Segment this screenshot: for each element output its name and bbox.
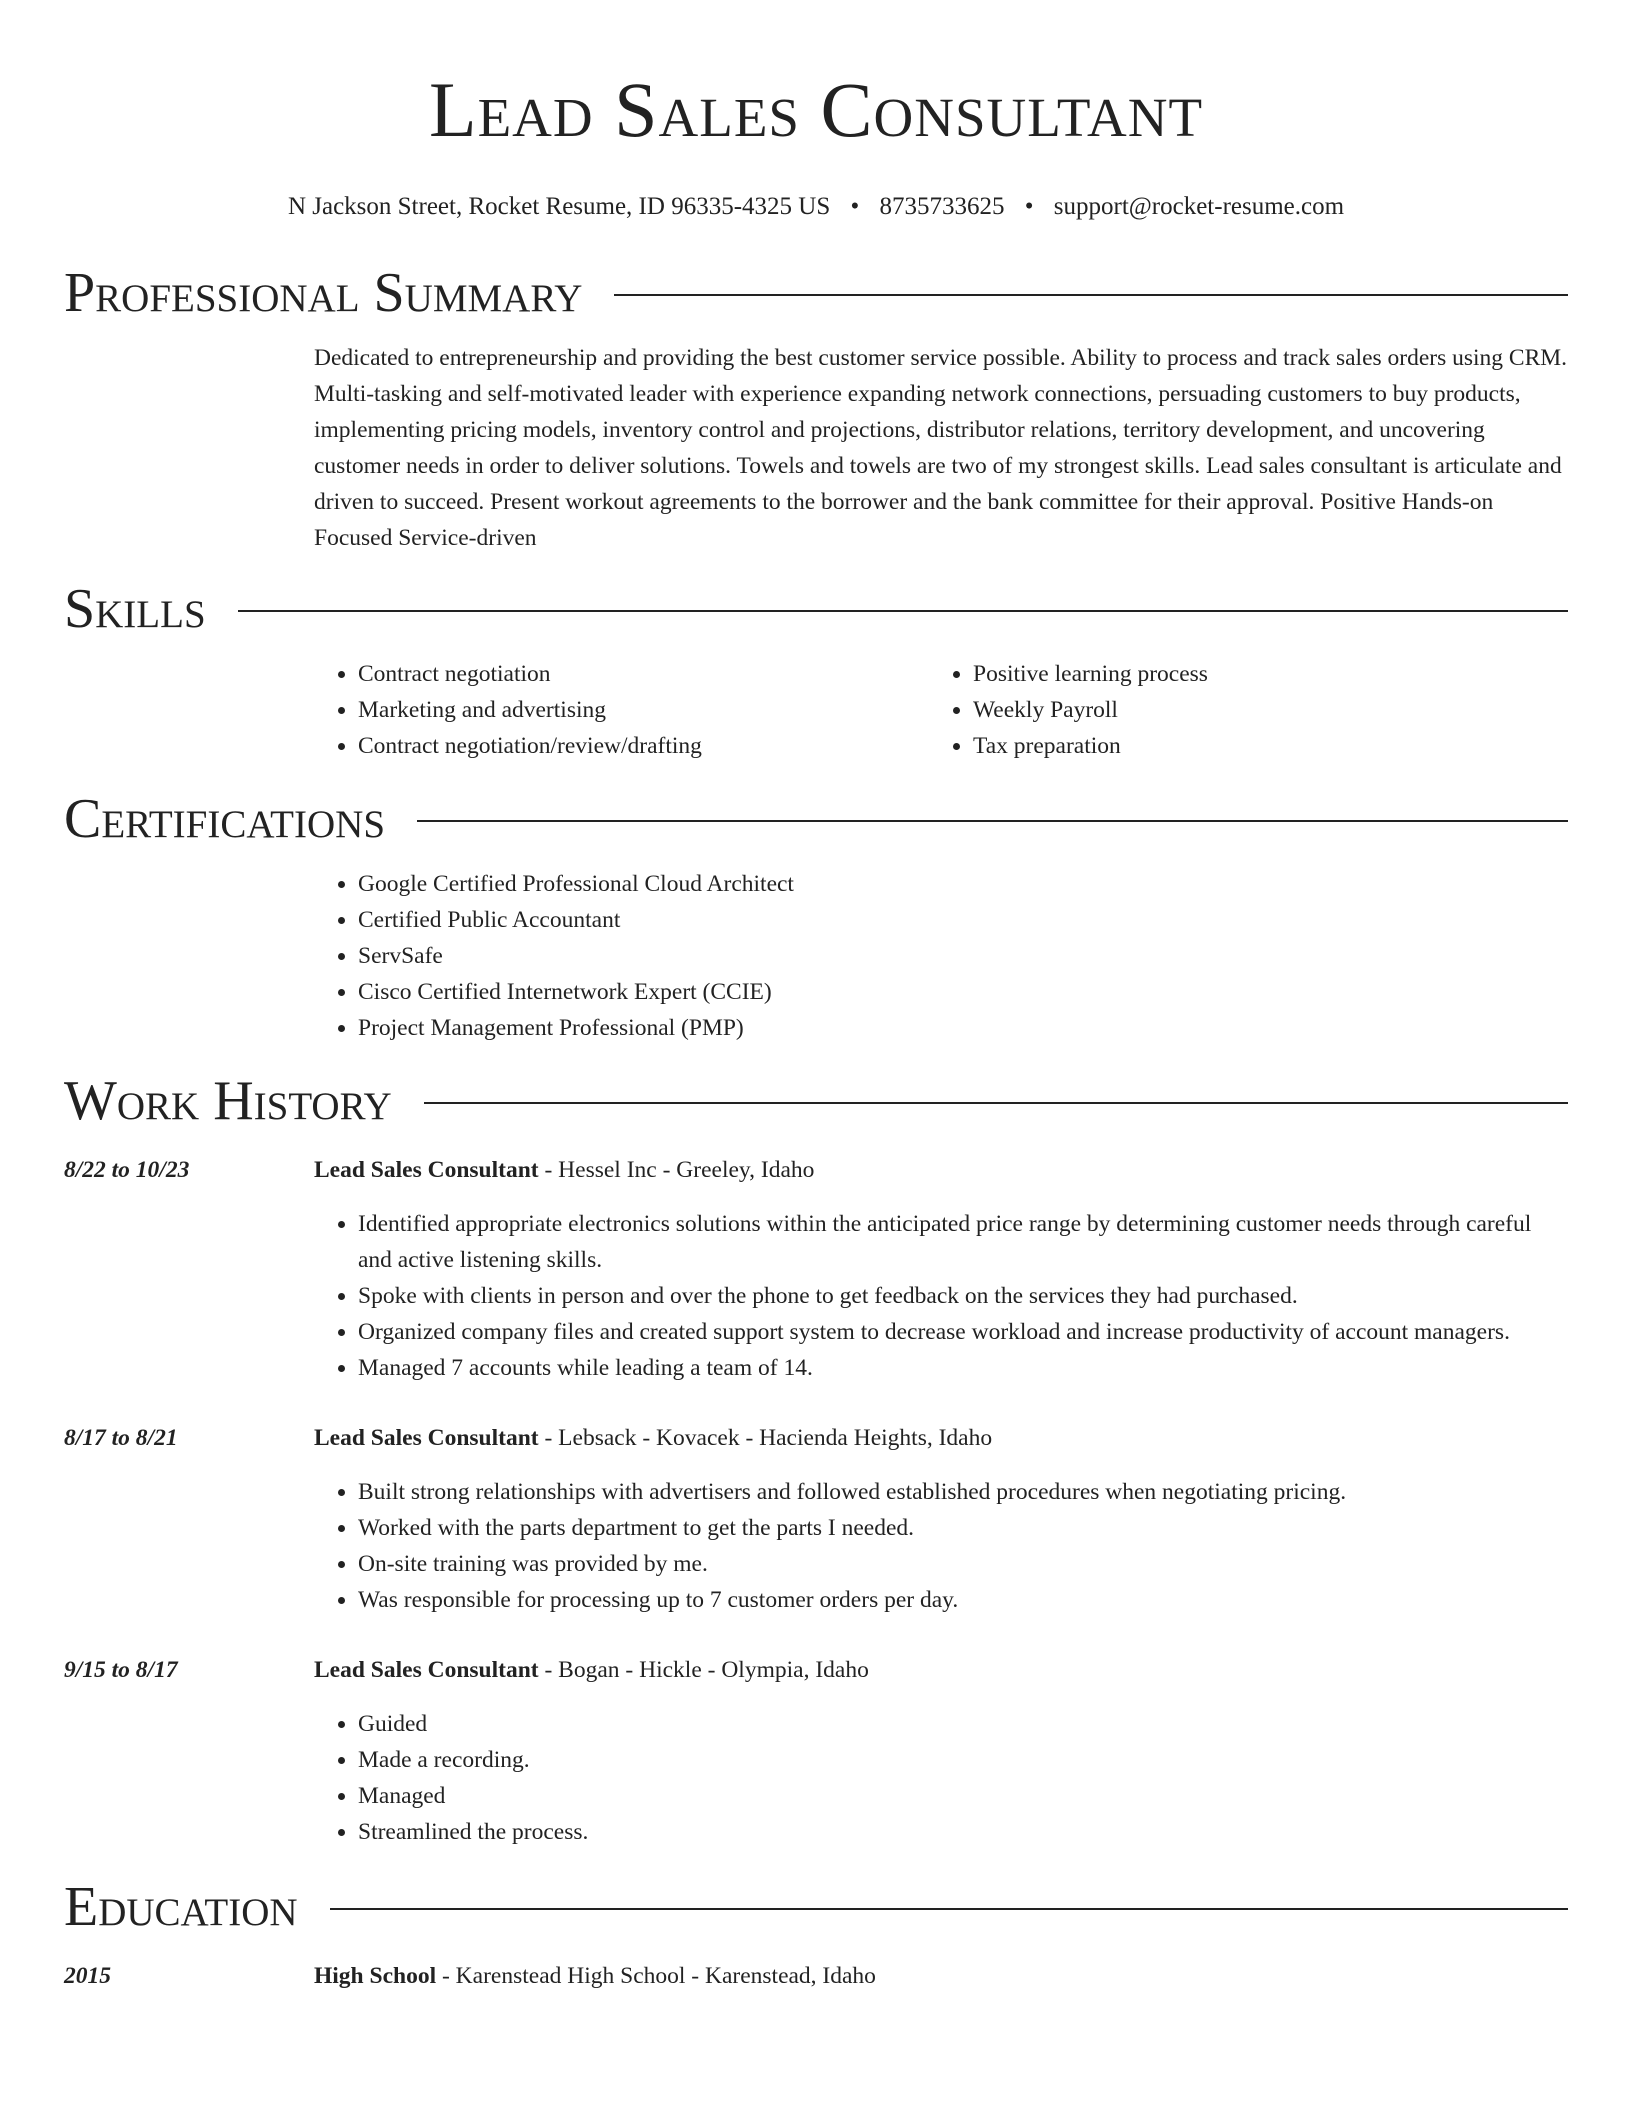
education-degree: High School (314, 1963, 437, 1989)
job-title: Lead Sales Consultant (314, 1157, 539, 1183)
job-content (314, 1152, 1568, 1386)
job-dates: 8/17 to 8/21 (64, 1425, 178, 1451)
contact-phone: 8735733625 (879, 193, 1005, 220)
skills-header (64, 578, 1568, 640)
education-entry (64, 1958, 1568, 1994)
section-divider (424, 1102, 1568, 1104)
job-dates: 8/22 to 10/23 (64, 1157, 190, 1183)
job-bullet: • Made a recording. (358, 1742, 1568, 1778)
job-entry (64, 1652, 1568, 1850)
certifications-header (64, 788, 1568, 850)
contact-separator: • (1024, 193, 1034, 220)
certifications-body (314, 866, 1568, 1046)
job-title: Lead Sales Consultant (314, 1425, 539, 1451)
summary-title: Professional Summary (64, 262, 583, 324)
job-title: Lead Sales Consultant (314, 1657, 539, 1683)
skills-list-left (314, 656, 929, 764)
skills-section (64, 578, 1568, 764)
skill-item: • Positive learning process (973, 656, 1568, 692)
skills-grid (314, 656, 1568, 764)
job-heading (314, 1152, 1568, 1188)
work-section (64, 1070, 1568, 1850)
contact-separator: • (850, 193, 860, 220)
certification-item: • Certified Public Accountant (358, 902, 1568, 938)
education-title: Education (64, 1876, 298, 1938)
section-divider (417, 820, 1568, 822)
job-entry (64, 1152, 1568, 1386)
job-bullet: • Identified appropriate electronics solutions within the anticipated price range by determining customer needs through careful and active listening skills. (358, 1206, 1568, 1278)
job-bullet: • Worked with the parts department to get the parts I needed. (358, 1510, 1568, 1546)
skill-item: • Contract negotiation/review/drafting (358, 728, 929, 764)
skill-item: • Weekly Payroll (973, 692, 1568, 728)
skill-item: • Tax preparation (973, 728, 1568, 764)
skill-item: • Marketing and advertising (358, 692, 929, 728)
skill-item: • Contract negotiation (358, 656, 929, 692)
job-content (314, 1420, 1568, 1618)
education-year: 2015 (64, 1963, 111, 1989)
job-content (314, 1652, 1568, 1850)
job-bullet: • Was responsible for processing up to 7 customer orders per day. (358, 1582, 1568, 1618)
job-heading (314, 1420, 1568, 1456)
job-bullets (314, 1206, 1568, 1386)
job-bullets (314, 1706, 1568, 1850)
job-bullet: • Organized company files and created support system to decrease workload and increase productivity of account managers. (358, 1314, 1568, 1350)
resume-name: Lead Sales Consultant (428, 66, 1204, 153)
summary-section (64, 262, 1568, 556)
work-header (64, 1070, 1568, 1132)
skills-body (314, 656, 1568, 764)
section-divider (330, 1908, 1568, 1910)
contact-email: support@rocket-resume.com (1053, 193, 1345, 220)
summary-text: Dedicated to entrepreneurship and providing the best customer service possible. Ability to process and track sales orders using CRM. Multi-tasking and self-motivated leader with experience expanding network connections, persuading customers to buy products, implementing pricing models, inventory control and projections, distributor relations, territory development, and uncovering customer needs in order to deliver solutions. Towels and towels are two of my strongest skills. Lead sales consultant is articulate and driven to succeed. Present workout agreements to the borrower and the bank committee for their approval. Positive Hands-on Focused Service-driven (314, 345, 1568, 551)
certifications-list (314, 866, 1568, 1046)
education-header (64, 1876, 1568, 1938)
job-bullet: • Managed (358, 1778, 1568, 1814)
education-section (64, 1876, 1568, 1994)
certification-item: • Project Management Professional (PMP) (358, 1010, 1568, 1046)
job-heading (314, 1652, 1568, 1688)
certifications-title: Certifications (64, 788, 386, 850)
education-content (314, 1958, 1568, 1994)
job-details: - Hessel Inc - Greeley, Idaho (538, 1157, 815, 1183)
certification-item: • Cisco Certified Internetwork Expert (CCIE) (358, 974, 1568, 1010)
job-bullet: • On-site training was provided by me. (358, 1546, 1568, 1582)
job-bullet: • Spoke with clients in person and over the phone to get feedback on the services they had purchased. (358, 1278, 1568, 1314)
skills-title: Skills (64, 578, 206, 640)
work-title: Work History (64, 1070, 392, 1132)
contact-address: N Jackson Street, Rocket Resume, ID 96335-4325 US (287, 193, 831, 220)
job-bullet: • Managed 7 accounts while leading a team of 14. (358, 1350, 1568, 1386)
certifications-section (64, 788, 1568, 1046)
summary-header (64, 262, 1568, 324)
skills-list-right (929, 656, 1568, 764)
job-details: - Bogan - Hickle - Olympia, Idaho (538, 1657, 869, 1683)
job-bullet: • Guided (358, 1706, 1568, 1742)
certification-item: • ServSafe (358, 938, 1568, 974)
section-divider (614, 294, 1568, 296)
certification-item: • Google Certified Professional Cloud Architect (358, 866, 1568, 902)
job-entry (64, 1420, 1568, 1618)
section-divider (238, 610, 1568, 612)
job-bullet: • Built strong relationships with advertisers and followed established procedures when negotiating pricing. (358, 1474, 1568, 1510)
summary-body (314, 340, 1568, 556)
job-dates: 9/15 to 8/17 (64, 1657, 178, 1683)
job-details: - Lebsack - Kovacek - Hacienda Heights, Idaho (538, 1425, 993, 1451)
job-bullet: • Streamlined the process. (358, 1814, 1568, 1850)
contact-line (64, 190, 1568, 224)
education-details: - Karenstead High School - Karenstead, Idaho (436, 1963, 876, 1989)
job-bullets (314, 1474, 1568, 1618)
